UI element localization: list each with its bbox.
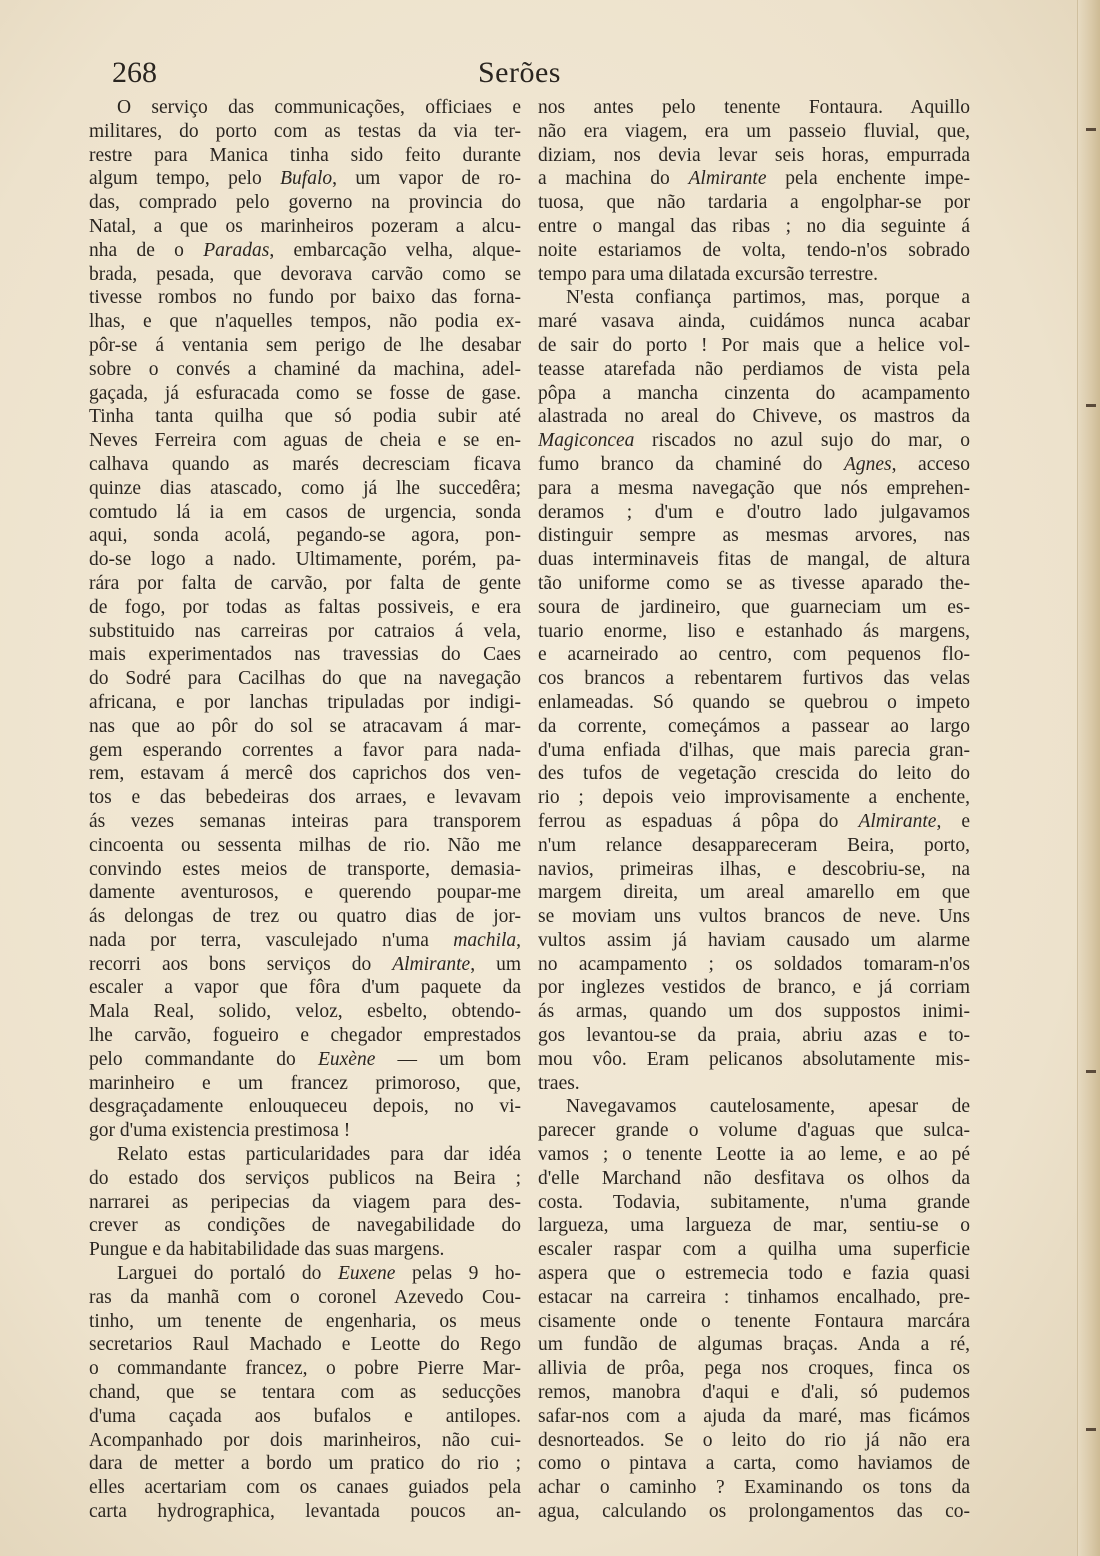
text-line: de fogo, por todas as faltas possiveis, e era (89, 596, 521, 618)
text-line: lhas, e que n'aquelles tempos, não podia ex- (89, 311, 521, 333)
text-line: margem direita, um areal amarello em que (538, 882, 970, 904)
text-line: ás armas, quando um dos suppostos inimi- (538, 1001, 970, 1023)
text-line: escaler a vapor que fôra d'um paquete da (89, 977, 521, 999)
text-line: tivesse rombos no fundo por baixo das forna- (89, 287, 521, 309)
text-line: tuario enorme, liso e estanhado ás margens, (538, 620, 970, 642)
text-line: tuosa, que não tardaria a engolphar-se por (538, 192, 970, 214)
text-line: africana, e por lanchas tripuladas por indigi- (89, 691, 521, 713)
text-line: parecer grande o volume d'aguas que sulca- (538, 1120, 970, 1142)
text-line: rára por falta de carvão, por falta de gente (89, 572, 521, 594)
text-line: cisamente onde o tenente Fontaura marcára (538, 1310, 970, 1332)
page-number: 268 (112, 56, 157, 89)
text-line: largueza, uma largueza de mar, sentiu-se o (538, 1215, 970, 1237)
text-line: militares, do porto com as testas da via ter- (89, 120, 521, 142)
page-edge (1077, 0, 1100, 1556)
text-line: Tinha tanta quilha que só podia subir até (89, 406, 521, 428)
text-line: duas interminaveis fitas de mangal, de altura (538, 549, 970, 571)
text-line: ás vezes semanas inteiras para transporem (89, 810, 521, 832)
text-line: nas que ao pôr do sol se atracavam á mar- (89, 715, 521, 737)
text-line: quinze dias atascado, como já lhe succedêra; (89, 477, 521, 499)
text-line: pôr-se á ventania sem perigo de lhe desabar (89, 334, 521, 356)
edge-mark (1086, 128, 1096, 131)
text-line: estacar na carreira : tinhamos encalhado, pre- (538, 1286, 970, 1308)
text-line: n'um relance desappareceram Beira, porto, (538, 834, 970, 856)
text-line: vultos assim já haviam causado um alarme (538, 929, 970, 951)
text-line: algum tempo, pelo Bufalo, um vapor de ro- (89, 168, 521, 190)
text-line: pelo commandante do Euxène — um bom (89, 1048, 521, 1070)
text-line: entre o mangal das ribas ; no dia seguinte á (538, 215, 970, 237)
text-line: maré vasava ainda, cuidámos nunca acabar (538, 311, 970, 333)
text-line: Mala Real, solido, veloz, esbelto, obtendo- (89, 1001, 521, 1023)
text-line: pôpa a mancha cinzenta do acampamento (538, 382, 970, 404)
text-line: se moviam uns vultos brancos de neve. Uns (538, 906, 970, 928)
text-line: fumo branco da chaminé do Agnes, acceso (538, 453, 970, 475)
text-line: diziam, nos devia levar seis horas, empurrada (538, 144, 970, 166)
text-line: sobre o convés a chaminé da machina, adel- (89, 358, 521, 380)
text-line: teasse atarefada não perdiamos de vista pela (538, 358, 970, 380)
text-line: por inglezes vestidos de branco, e já corriam (538, 977, 970, 999)
text-line: narrarei as peripecias da viagem para des- (89, 1191, 521, 1213)
text-line: tos e das bebedeiras dos arraes, e levavam (89, 787, 521, 809)
text-line: Navegavamos cautelosamente, apesar de (566, 1096, 970, 1118)
edge-mark (1086, 404, 1096, 407)
text-line: d'uma caçada aos bufalos e antilopes. (89, 1405, 521, 1427)
text-line: da corrente, começámos a passear ao largo (538, 715, 970, 737)
text-line: alastrada no areal do Chiveve, os mastros da (538, 406, 970, 428)
text-line: Magiconcea riscados no azul sujo do mar, o (538, 430, 970, 452)
text-line: gem esperando correntes a favor para nada- (89, 739, 521, 761)
text-line: no acampamento ; os soldados tomaram-n'os (538, 953, 970, 975)
text-line: aspera que o estremecia todo e fazia quasi (538, 1263, 970, 1285)
text-line: mais experimentados nas travessias do Caes (89, 644, 521, 666)
text-line: Neves Ferreira com aguas de cheia e se en- (89, 430, 521, 452)
text-line: allivia de prôa, pega nos croques, finca os (538, 1358, 970, 1380)
text-line: mou vôo. Eram pelicanos absolutamente mis- (538, 1048, 970, 1070)
text-line: a machina do Almirante pela enchente impe- (538, 168, 970, 190)
text-line: o commandante francez, o pobre Pierre Mar- (89, 1358, 521, 1380)
text-line: não era viagem, era um passeio fluvial, que, (538, 120, 970, 142)
text-line: distinguir sempre as mesmas arvores, nas (538, 525, 970, 547)
text-line: costa. Todavia, subitamente, n'uma grande (538, 1191, 970, 1213)
text-line: rem, estavam á mercê dos caprichos dos ven- (89, 763, 521, 785)
text-line: marinheiro e um francez primoroso, que, (89, 1072, 521, 1094)
text-line: remos, manobra d'aqui e d'ali, só pudemos (538, 1382, 970, 1404)
text-line: Larguei do portaló do Euxene pelas 9 ho- (117, 1263, 521, 1285)
text-line: substituido nas carreiras por catraios á vela, (89, 620, 521, 642)
text-line: ás delongas de trez ou quatro dias de jor- (89, 906, 521, 928)
text-line: crever as condições de navegabilidade do (89, 1215, 521, 1237)
text-line: escaler raspar com a quilha uma superficie (538, 1239, 970, 1261)
text-line: calhava quando as marés decresciam ficava (89, 453, 521, 475)
text-line: ferrou as espaduas á pôpa do Almirante, e (538, 810, 970, 832)
text-line: gaçada, já esfuracada como se fosse de gase. (89, 382, 521, 404)
right-text-column (538, 96, 970, 1524)
text-line: traes. (538, 1072, 580, 1094)
text-line: enlameadas. Só quando se quebrou o impeto (538, 691, 970, 713)
text-line: lhe carvão, fogueiro e chegador emprestados (89, 1025, 521, 1047)
text-line: dara de metter a bordo um pratico do rio ; (89, 1453, 521, 1475)
text-line: navios, primeiras ilhas, e descobriu-se, na (538, 858, 970, 880)
text-line: chand, que se tentara com as seducções (89, 1382, 521, 1404)
text-line: convindo estes meios de transporte, demasia- (89, 858, 521, 880)
text-line: aqui, sonda acolá, pegando-se agora, pon- (89, 525, 521, 547)
text-line: de sair do porto ! Por mais que a helice vol- (538, 334, 970, 356)
left-text-column (89, 96, 521, 1524)
text-line: ras da manhã com o coronel Azevedo Cou- (89, 1286, 521, 1308)
text-line: N'esta confiança partimos, mas, porque a (566, 287, 970, 309)
text-line: carta hydrographica, levantada poucos an- (89, 1501, 521, 1523)
text-line: gos levantou-se da praia, abriu azas e to- (538, 1025, 970, 1047)
text-line: vamos ; o tenente Leotte ia ao leme, e ao pé (538, 1144, 970, 1166)
text-line: safar-nos com a ajuda da maré, mas ficámos (538, 1405, 970, 1427)
text-line: nha de o Paradas, embarcação velha, alque- (89, 239, 521, 261)
text-line: d'uma enfiada d'ilhas, que mais parecia gran- (538, 739, 970, 761)
edge-mark (1086, 1428, 1096, 1431)
text-line: d'elle Marchand não desfitava os olhos da (538, 1167, 970, 1189)
text-line: restre para Manica tinha sido feito durante (89, 144, 521, 166)
text-line: recorri aos bons serviços do Almirante, um (89, 953, 521, 975)
text-line: tão uniforme como se as tivesse aparado the- (538, 572, 970, 594)
text-line: nos antes pelo tenente Fontaura. Aquillo (538, 97, 970, 118)
text-line: do-se logo a nado. Ultimamente, porém, pa- (89, 549, 521, 571)
text-line: desgraçadamente enlouqueceu depois, no vi- (89, 1096, 521, 1118)
text-line: secretarios Raul Machado e Leotte do Rego (89, 1334, 521, 1356)
text-line: deramos ; d'um e d'outro lado julgavamos (538, 501, 970, 523)
text-line: agua, calculando os prolongamentos das co- (538, 1501, 970, 1523)
text-line: tempo para uma dilatada excursão terrestre. (538, 263, 879, 285)
text-line: Natal, a que os marinheiros pozeram a alcu- (89, 215, 521, 237)
text-line: do estado dos serviços publicos na Beira ; (89, 1167, 521, 1189)
text-line: Relato estas particularidades para dar idéa (117, 1144, 521, 1166)
text-line: O serviço das communicações, officiaes e (117, 97, 521, 118)
text-line: Pungue e da habitabilidade das suas margens. (89, 1239, 445, 1261)
text-line: tinho, um tenente de engenharia, os meus (89, 1310, 521, 1332)
text-line: cos brancos a rebentarem furtivos das velas (538, 668, 970, 690)
text-line: achar o caminho ? Examinando os tons da (538, 1477, 970, 1499)
text-line: damente aventurosos, e querendo poupar-me (89, 882, 521, 904)
text-line: nada por terra, vasculejado n'uma machila, (89, 929, 521, 951)
text-line: elles acertariam com os canaes guiados pela (89, 1477, 521, 1499)
text-line: desnorteados. Se o leito do rio já não era (538, 1429, 970, 1451)
text-line: cincoenta ou sessenta milhas de rio. Não me (89, 834, 521, 856)
text-line: brada, pesada, que devorava carvão como se (89, 263, 521, 285)
text-line: gor d'uma existencia prestimosa ! (89, 1120, 351, 1142)
text-line: para a mesma navegação que nós emprehen- (538, 477, 970, 499)
running-title: Serões (478, 56, 561, 89)
text-line: des tufos de vegetação crescida do leito do (538, 763, 970, 785)
text-line: e acarneirado ao centro, com pequenos flo- (538, 644, 970, 666)
text-line: rio ; depois veio improvisamente a enchente, (538, 787, 970, 809)
text-line: comtudo lá ia em casos de urgencia, sonda (89, 501, 521, 523)
text-line: noite estariamos de volta, tendo-n'os sobrado (538, 239, 970, 261)
text-line: Acompanhado por dois marinheiros, não cui- (89, 1429, 521, 1451)
text-line: soura de jardineiro, que guarneciam um es- (538, 596, 970, 618)
text-line: um fundão de algumas braças. Anda a ré, (538, 1334, 970, 1356)
text-line: como o pintava a carta, como haviamos de (538, 1453, 970, 1475)
text-line: do Sodré para Cacilhas do que na navegação (89, 668, 521, 690)
text-line: das, comprado pelo governo na provincia do (89, 192, 521, 214)
edge-mark (1086, 1070, 1096, 1073)
